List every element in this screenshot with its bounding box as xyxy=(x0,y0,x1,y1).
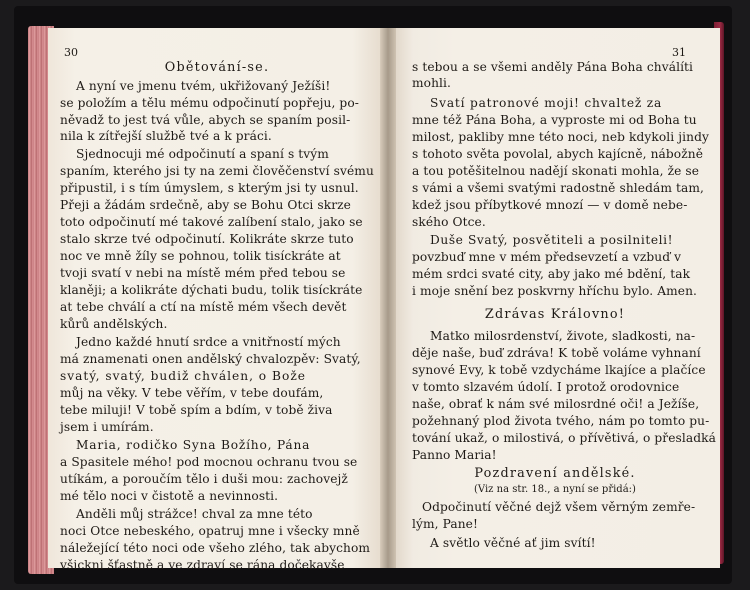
text-line: a tou potěšitelnou nadějí skonati mohla, že se xyxy=(412,164,700,178)
text-line: mne též Pána Boha, a vyproste mi od Boha tu xyxy=(412,113,697,127)
text-line: Maria, rodičko Syna Božího, Pána xyxy=(76,438,311,452)
text-line: v tomto slzavém údolí. I protož orodovnice xyxy=(412,380,680,394)
text-line: ského Otce. xyxy=(412,215,486,229)
text-line: všickni šťastně a ve zdraví se rána dočekavše xyxy=(60,558,345,572)
text-line: at tebe chválí a ctí na místě mém všech devět xyxy=(60,300,347,314)
text-line: tebe miluji! V tobě spím a bdím, v tobě živa xyxy=(60,403,333,417)
text-line: tvoji svatí v nebi na místě mém před tebou se xyxy=(60,266,346,280)
text-line: i moje snění bez poskvrny hříchu bylo. Amen. xyxy=(412,284,697,298)
text-line: Anděli můj strážce! chval za mne této xyxy=(76,507,313,521)
page-number-right: 31 xyxy=(672,46,686,59)
text-line: něvadž to jest tvá vůle, abych se spaním posil- xyxy=(60,113,351,127)
text-line: toto odpočinutí mé takové zalíbení stalo, jako se xyxy=(60,215,363,229)
text-line: Panno Maria! xyxy=(412,448,497,462)
text-line: milost, pakliby mne této noci, neb kdykoli jindy xyxy=(412,130,709,144)
text-line: mé tělo noci v čistotě a nevinnosti. xyxy=(60,489,279,503)
text-line: náležející této noci ode všeho zlého, tak abychom xyxy=(60,541,371,555)
text-line: má znamenati onen andělský chvalozpěv: Svatý, xyxy=(60,352,361,366)
text-line: povzbuď mne v mém předsevzetí a vzbuď v xyxy=(412,250,682,264)
text-line: Odpočinutí věčné dejž všem věrným zemře- xyxy=(422,500,696,514)
text-line: a Spasitele mého! pod mocnou ochranu tvou se xyxy=(60,455,358,469)
reference-note: (Viz na str. 18., a nyní se přidá:) xyxy=(474,484,636,495)
text-line: noci Otce nebeského, opatruj mne i všecky mně xyxy=(60,524,360,538)
heading-pozdraveni: Pozdravení andělské. xyxy=(474,466,636,481)
text-line: lým, Pane! xyxy=(412,517,478,531)
text-line: A nyní ve jmenu tvém, ukřižovaný Ježíši! xyxy=(76,79,331,93)
text-line: s vámi a všemi svatými radostně shledám tam, xyxy=(412,181,704,195)
text-line: spaním, kterého jsi ty na zemi člověčenství svému xyxy=(60,164,374,178)
text-line: mohli. xyxy=(412,76,452,90)
text-line: nila k zítřejší službě tvé a k práci. xyxy=(60,129,272,143)
text-line: svatý, svatý, budiž chválen, o Bože xyxy=(60,369,306,383)
text-line: stalo skrze tvé odpočinutí. Kolikráte skrze tuto xyxy=(60,232,354,246)
text-line: mém srdci svaté city, aby jako mé bdění, tak xyxy=(412,267,691,281)
page-number-left: 30 xyxy=(64,46,78,59)
text-line: můj na věky. V tebe věřím, v tebe doufám, xyxy=(60,386,324,400)
text-line: klaněji; a kolikráte dýchati budu, tolik tisíckráte xyxy=(60,283,363,297)
text-line: synové Evy, k tobě vzdycháme lkajíce a plačíce xyxy=(412,363,706,377)
text-line: děje naše, buď zdráva! K tobě voláme vyhnaní xyxy=(412,346,701,360)
text-line: Duše Svatý, posvětiteli a posilniteli! xyxy=(430,233,674,247)
text-line: utíkám, a poroučím tělo i duši mou: zachovejž xyxy=(60,472,348,486)
text-line: kdež jsou příbytkové mnozí — v domě nebe- xyxy=(412,198,688,212)
text-line: se položím a tělu mému odpočinutí popřeju, po- xyxy=(60,96,359,110)
text-line: Přeji a žádám srdečně, aby se Bohu Otci skrze xyxy=(60,198,351,212)
text-line: Matko milosrdenství, živote, sladkosti, na- xyxy=(430,329,696,343)
text-line: naše, obrať k nám své milosrdné oči! a Ježíše, xyxy=(412,397,700,411)
text-line: jsem i umírám. xyxy=(60,420,154,434)
text-line: s tohoto světa povolal, abych kajícně, nábožně xyxy=(412,147,704,161)
text-line: Sjednocuji mé odpočinutí a spaní s tvým xyxy=(76,147,329,161)
heading-obetovani: Obětování-se. xyxy=(164,60,270,75)
text-line: kůrů andělských. xyxy=(60,317,168,331)
heading-zdravas: Zdrávas Královno! xyxy=(484,307,626,322)
text-line: připustil, i s tím úmyslem, s kterým jsi ty usnul. xyxy=(60,181,359,195)
text-line: A světlo věčné ať jim svítí! xyxy=(430,536,596,550)
text-line: Jedno každé hnutí srdce a vnitřností mých xyxy=(76,335,341,349)
text-line: tování ukaž, o milostivá, o přívětivá, o přesladká xyxy=(412,431,716,445)
text-line: Svatí patronové moji! chvaltež za xyxy=(430,96,663,110)
text-line: požehnaný plod života tvého, nám po tomto pu- xyxy=(412,414,710,428)
text-line: noc ve mně žíly se pohnou, tolik tisíckráte at xyxy=(60,249,341,263)
text-line: s tebou a se všemi anděly Pána Boha chválíti xyxy=(412,60,694,74)
